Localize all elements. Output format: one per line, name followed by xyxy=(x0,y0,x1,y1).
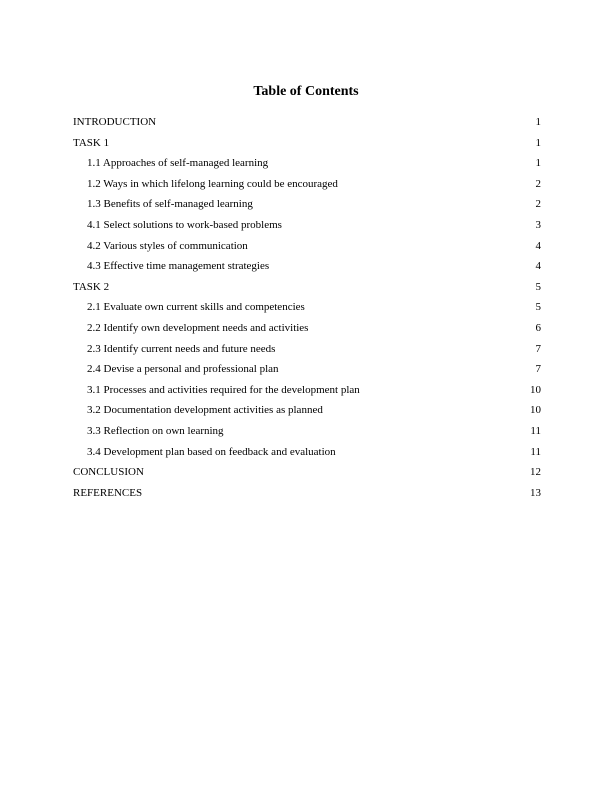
toc-entry-label: 3.3 Reflection on own learning xyxy=(87,424,224,437)
toc-entry[interactable] xyxy=(73,256,541,277)
toc-entry-label: 1.1 Approaches of self-managed learning xyxy=(87,157,269,170)
toc-list xyxy=(73,112,541,503)
toc-entry-label: 3.2 Documentation development activities as planned xyxy=(87,404,323,417)
toc-entry-page-number: 11 xyxy=(530,445,541,458)
toc-entry[interactable] xyxy=(73,380,541,401)
toc-entry[interactable] xyxy=(73,462,541,483)
toc-entry[interactable] xyxy=(73,339,541,360)
toc-entry[interactable] xyxy=(73,194,541,215)
toc-entry-page-number: 5 xyxy=(535,301,541,314)
toc-entry[interactable] xyxy=(73,318,541,339)
toc-entry-label: CONCLUSION xyxy=(73,466,144,479)
toc-entry-label: TASK 1 xyxy=(73,136,110,149)
toc-entry-page-number: 4 xyxy=(535,239,541,252)
toc-entry-page-number: 6 xyxy=(535,321,541,334)
toc-entry-page-number: 2 xyxy=(535,177,541,190)
toc-entry[interactable] xyxy=(73,236,541,257)
toc-entry[interactable] xyxy=(73,297,541,318)
toc-entry-label: 2.1 Evaluate own current skills and competencies xyxy=(87,301,305,314)
toc-title: Table of Contents xyxy=(253,84,359,99)
toc-entry[interactable] xyxy=(73,421,541,442)
toc-entry-page-number: 1 xyxy=(535,116,541,128)
toc-entry-page-number: 10 xyxy=(530,404,541,417)
toc-entry-page-number: 7 xyxy=(535,363,541,376)
toc-entry[interactable] xyxy=(73,400,541,421)
toc-entry-page-number: 5 xyxy=(535,280,541,293)
toc-entry[interactable] xyxy=(73,442,541,463)
toc-entry-page-number: 11 xyxy=(530,424,541,437)
toc-entry-label: 4.2 Various styles of communication xyxy=(87,239,248,252)
toc-entry-page-number: 12 xyxy=(530,466,541,479)
toc-entry-page-number: 1 xyxy=(535,136,541,149)
toc-entry[interactable] xyxy=(73,174,541,195)
toc-entry-label: 2.3 Identify current needs and future needs xyxy=(87,342,276,355)
toc-entry[interactable] xyxy=(73,133,541,154)
toc-entry-page-number: 2 xyxy=(535,198,541,211)
toc-entry-label: INTRODUCTION xyxy=(73,116,157,128)
toc-entry-label: REFERENCES xyxy=(73,486,143,499)
toc-entry-page-number: 7 xyxy=(535,342,541,355)
toc-entry-label: 4.3 Effective time management strategies xyxy=(87,260,270,273)
toc-entry-page-number: 3 xyxy=(535,218,541,231)
toc-entry[interactable] xyxy=(73,215,541,236)
toc-entry-label: 3.4 Development plan based on feedback and evaluation xyxy=(87,445,336,458)
toc-entry-label: 1.2 Ways in which lifelong learning could be encouraged xyxy=(87,177,338,190)
toc-entry-page-number: 1 xyxy=(535,157,541,170)
toc-entry[interactable] xyxy=(73,112,541,133)
toc-entry-label: TASK 2 xyxy=(73,280,110,293)
toc-entry-page-number: 10 xyxy=(530,383,541,396)
toc-entry-label: 1.3 Benefits of self-managed learning xyxy=(87,198,253,211)
toc-entry[interactable] xyxy=(73,277,541,298)
toc-entry[interactable] xyxy=(73,483,541,504)
toc-entry-page-number: 13 xyxy=(530,486,541,499)
toc-entry[interactable] xyxy=(73,359,541,380)
toc-entry[interactable] xyxy=(73,153,541,174)
toc-entry-label: 3.1 Processes and activities required for the development plan xyxy=(87,383,360,396)
toc-entry-page-number: 4 xyxy=(535,260,541,273)
toc-entry-label: 4.1 Select solutions to work-based problems xyxy=(87,218,282,231)
toc-entry-label: 2.4 Devise a personal and professional plan xyxy=(87,363,279,376)
toc-entry-label: 2.2 Identify own development needs and activities xyxy=(87,321,309,334)
